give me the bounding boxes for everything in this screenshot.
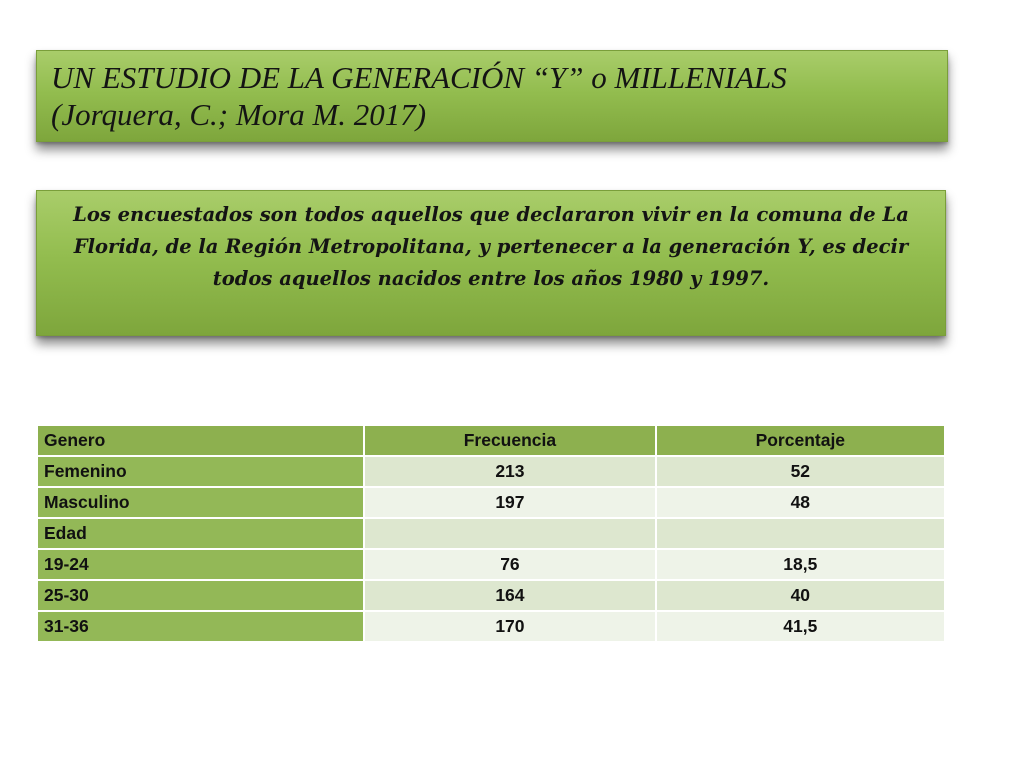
- title-line-2: (Jorquera, C.; Mora M. 2017): [51, 97, 427, 132]
- row-label: 31-36: [37, 611, 364, 642]
- table-row: [37, 456, 945, 487]
- title-box: [36, 50, 948, 142]
- intro-text: Los encuestados son todos aquellos que declararon vivir en la comuna de La Florida, de la Región Metropolitana, y pertenecer a la generación Y, es decir todos aquellos nacidos entre los años 1980 y 1997.: [73, 203, 909, 290]
- row-frecuencia: 213: [364, 456, 655, 487]
- row-frecuencia: 197: [364, 487, 655, 518]
- row-frecuencia: 164: [364, 580, 655, 611]
- intro-box: [36, 190, 946, 336]
- row-porcentaje: 41,5: [656, 611, 945, 642]
- table-row: [37, 580, 945, 611]
- row-frecuencia: 170: [364, 611, 655, 642]
- row-label: 19-24: [37, 549, 364, 580]
- row-frecuencia: 76: [364, 549, 655, 580]
- data-table: [36, 424, 946, 643]
- table-row: [37, 487, 945, 518]
- row-porcentaje: [656, 518, 945, 549]
- row-label: Edad: [37, 518, 364, 549]
- table-row: [37, 611, 945, 642]
- row-porcentaje: 52: [656, 456, 945, 487]
- row-label: Femenino: [37, 456, 364, 487]
- row-label: Masculino: [37, 487, 364, 518]
- table-row: [37, 518, 945, 549]
- header-porcentaje: Porcentaje: [656, 425, 945, 456]
- header-frecuencia: Frecuencia: [364, 425, 655, 456]
- table-row: [37, 549, 945, 580]
- header-genero: Genero: [37, 425, 364, 456]
- table-header-row: [37, 425, 945, 456]
- row-label: 25-30: [37, 580, 364, 611]
- title-line-1: UN ESTUDIO DE LA GENERACIÓN “Y” o MILLENIALS: [51, 60, 787, 95]
- row-porcentaje: 48: [656, 487, 945, 518]
- row-porcentaje: 18,5: [656, 549, 945, 580]
- row-frecuencia: [364, 518, 655, 549]
- row-porcentaje: 40: [656, 580, 945, 611]
